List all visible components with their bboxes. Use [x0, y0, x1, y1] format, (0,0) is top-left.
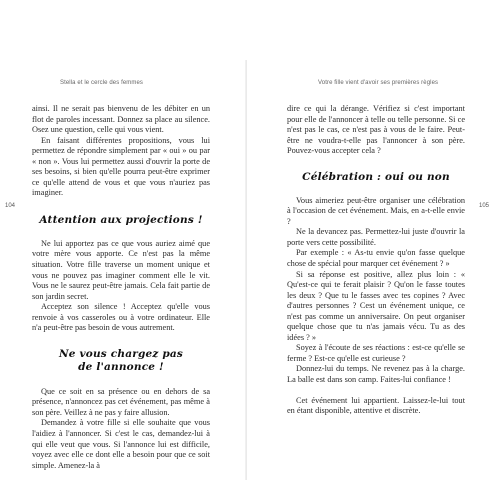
running-head-left: Stella et le cercle des femmes — [60, 80, 144, 86]
paragraph: En faisant différentes propositions, vous lui permettez de répondre simplement par « oui » ou par « non ». Vous lui permettez aussi d'ouvrir la porte de ses besoins, si bien qu'elle pourra peut-être exprimer ce qu'elle attend de vous et que vous n'auriez pas imaginer. — [32, 135, 210, 198]
heading-line: de l'annonce ! — [78, 360, 164, 373]
page-number-right: 105 — [479, 203, 490, 209]
page-number-left: 104 — [5, 203, 16, 209]
paragraph: ainsi. Il ne serait pas bienvenu de les débiter en un flot de paroles incessant. Donnez sa place au silence. Osez une question, celle qui vous vient. — [32, 104, 210, 135]
running-head-right: Votre fille vient d'avoir ses premières règles — [318, 80, 439, 86]
section-heading-attention: Attention aux projections ! — [39, 213, 203, 226]
heading-line: Ne vous chargez pas — [58, 347, 184, 360]
left-page — [0, 0, 246, 493]
paragraph: Ne lui apportez pas ce que vous auriez aimé que votre mère vous apporte. Ce n'est pas la même situation. Votre fille traverse un moment unique et vous ne pouvez pas imaginer comment elle le vit. Vous ne le saurez peut-être jamais. Cela fait partie de son jardin secret. — [32, 238, 210, 301]
section-heading-celebration: Célébration : oui ou non — [302, 170, 450, 183]
paragraph: Que ce soit en sa présence ou en dehors de sa présence, n'annoncez pas cet événement, pas même à son père. Veillez à ne pas y faire allusion. — [32, 386, 210, 417]
paragraph: Vous aimeriez peut-être organiser une célébration à l'occasion de cet événement. Mais, en a-t-elle envie ? — [287, 195, 465, 226]
paragraph: Demandez à votre fille si elle souhaite que vous l'aidiez à l'annoncer. Si c'est le cas, demandez-lui à qui elle veut que vous. Si l'annonce lui est difficile, voyez avec elle ce dont elle a besoin pour que ce soit simple. Amenez-la à — [32, 418, 210, 470]
left-page-body — [32, 104, 210, 471]
paragraph: Cet événement lui appartient. Laissez-le-lui tout en étant disponible, attentive et discrète. — [287, 395, 465, 416]
paragraph: Acceptez son silence ! Acceptez qu'elle vous renvoie à vos casseroles ou à votre ordinateur. Elle n'a peut-être pas besoin de vous autrement. — [32, 302, 210, 333]
paragraph: Si sa réponse est positive, allez plus loin : « Qu'est-ce qui te ferait plaisir ? Qu'on le fasse toutes les deux ? Que tu le fasses avec tes copines ? Avec d'autres personnes ? Cest un événement unique, ce n'est pas comme un anniversaire. On peut organiser quelque chose que tu n'as jamais vécu. Tu as des idées ? » — [287, 269, 465, 342]
paragraph: dire ce qui la dérange. Vérifiez si c'est important pour elle de l'annoncer à telle ou telle personne. Si ce n'est pas le cas, ce n'est pas à vous de le faire. Peut-être ne voudra-t-elle pas l'annoncer à son père. Pouvez-vous accepter cela ? — [287, 104, 465, 156]
right-page — [247, 0, 493, 493]
paragraph: Par exemple : « As-tu envie qu'on fasse quelque chose de spécial pour marquer cet événement ? » — [287, 248, 465, 269]
section-heading-annonce — [32, 348, 210, 374]
paragraph: Donnez-lui du temps. Ne revenez pas à la charge. La balle est dans son camp. Faites-lui confiance ! — [287, 364, 465, 385]
right-page-body — [287, 104, 465, 417]
paragraph: Soyez à l'écoute de ses réactions : est-ce qu'elle se ferme ? Est-ce qu'elle est curieuse ? — [287, 343, 465, 363]
paragraph: Ne la devancez pas. Permettez-lui juste d'ouvrir la porte vers cette possibilité. — [287, 227, 465, 247]
